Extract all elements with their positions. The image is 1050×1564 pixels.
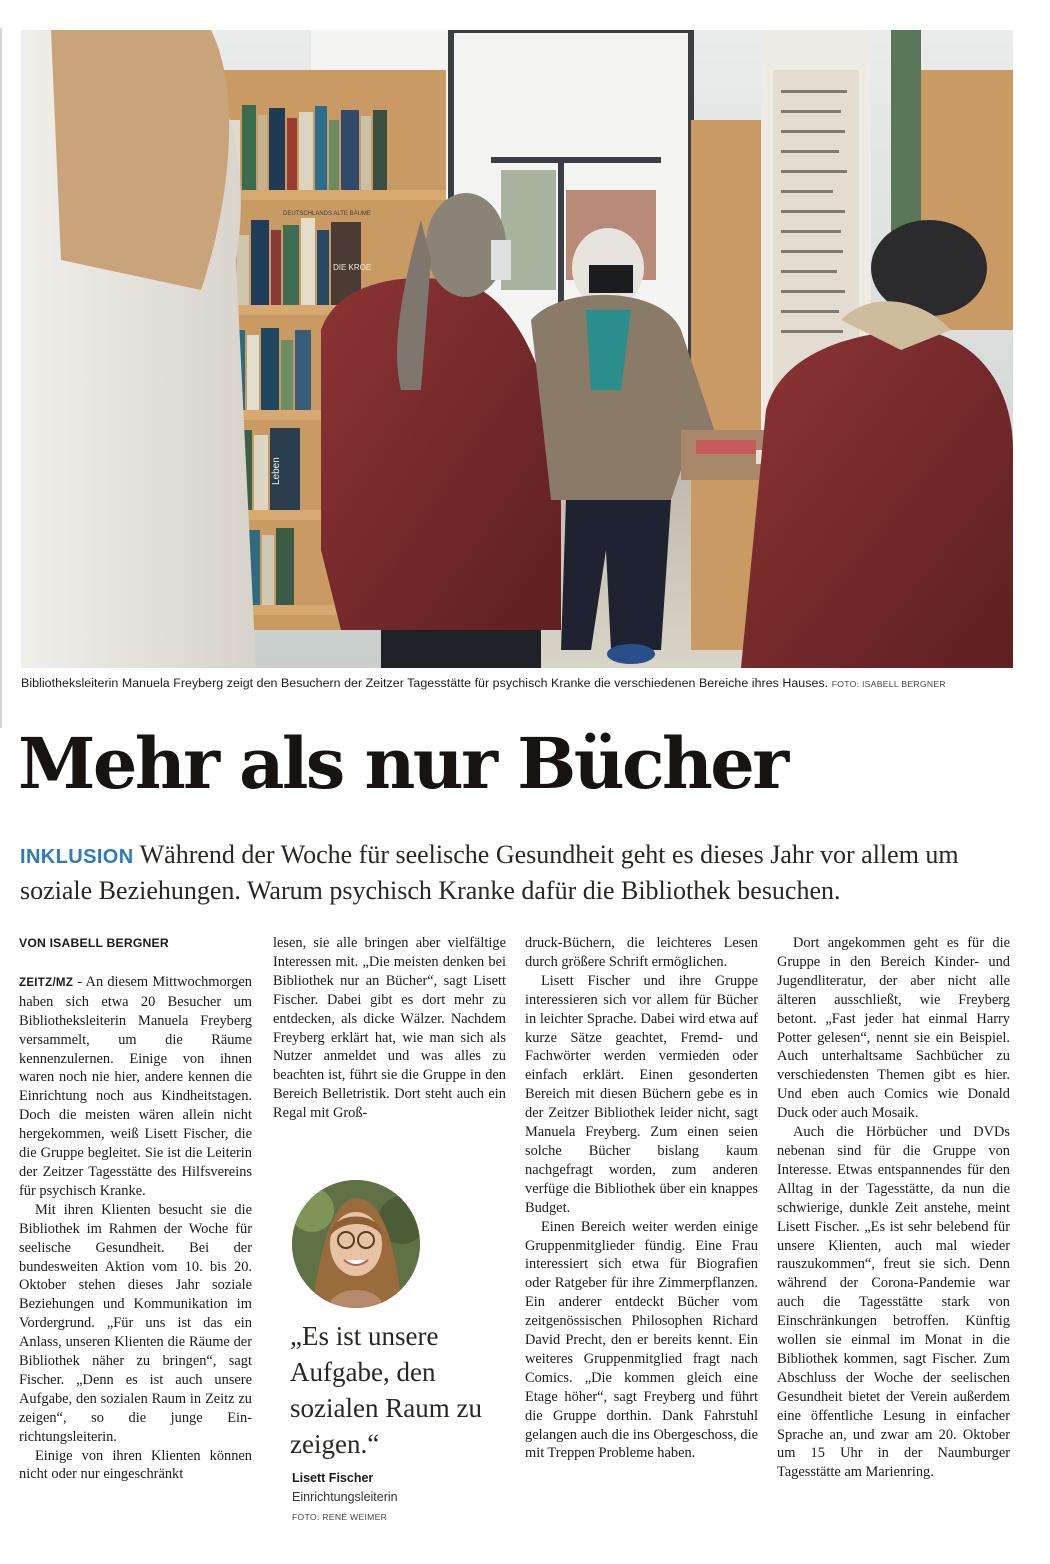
dateline: ZEITZ/MZ (19, 976, 74, 989)
article-photo (21, 30, 1013, 668)
photo-credit: FOTO: ISABELL BERGNER (831, 679, 946, 689)
paragraph: Lisett Fischer und ihre Gruppe interessieren sich vor allem für Bücher in leichter Sprache. Dabei wird etwa auf kurze Sätze geachtet, Fremd- und Fachwörter werden vermieden oder einfach erklärt. Einen gesonderten Bereich mit diesen Büchern gebe es in der Zeitzer Bibliothek leider nicht, sagt Manuela Freyberg. Zum einen seien solche Bücher bislang kaum nachgefragt worden, zum anderen verfüge die Bibliothek über ein knappes Budget. (525, 972, 758, 1216)
pull-quote: „Es ist unsere Aufgabe, den sozialen Raum zu zeigen.“ (290, 1321, 482, 1459)
paragraph: druck-Büchern, die leichteres Lesen durch größere Schrift ermöglichen. (525, 935, 758, 970)
paragraph: Mit ihren Klienten besucht sie die Bibliothek im Rahmen der Woche für seelische Gesundheit. Bei der bundesweiten Aktion vom 10. bis 20. Oktober stehen dieses Jahr soziale Beziehungen und Kommunikation im Vordergrund. „Für uns ist das ein Anlass, unseren Klienten die Räume der Bibliothek näher zu bringen“, sagt Fischer. „Denn es ist auch unsere Aufgabe, den sozialen Raum in Zeitz zu zeigen“, so die junge Einrichtungsleiterin. (19, 1201, 252, 1445)
spine-text-kroe: DIE KROE (333, 263, 372, 272)
portrait-photo (292, 1180, 420, 1308)
teaser-text: Während der Woche für seelische Gesundheit geht es dieses Jahr vor allem um soziale Beziehungen. Warum psychisch Kranke dafür die Bibliothek besuchen. (20, 840, 959, 905)
photo-caption (21, 676, 1013, 690)
headline: Mehr als nur Bücher (18, 722, 787, 805)
byline: VON ISABELL BERGNER (19, 936, 169, 950)
paragraph-text: - An diesem Mittwochmorgen haben sich etwa 20 Besucher um Bibliotheksleiterin Manuela Freyberg versammelt, um die Räume kennenzulernen. Einige von ihnen waren noch nie hier, andere kennen die Einrichtung noch aus Kindheitstagen. Doch die meisten wären allein nicht hergekommen, weiß Lisett Fischer, die die Gruppe begleitet. Sie ist die Leiterin der Zeitzer Tagesstätte des Hilfsvereins für psychisch Kranke. (19, 973, 252, 1199)
left-page-rule (0, 28, 2, 728)
paragraph (19, 973, 252, 1201)
paragraph: lesen, sie alle bringen aber vielfältige Interessen mit. „Die meisten denken bei Bibliothek nur an Bücher“, sagt Lisett Fischer. Dabei gibt es dort mehr zu entdecken, als dicke Wälzer. Nachdem Freyberg erklärt hat, wie man sich als Nutzer anmeldet und was alles zu beachten ist, führt sie die Gruppe in den Bereich Belletristik. Dort steht auch ein Regal mit Groß- (273, 935, 506, 1122)
article-column-4 (777, 934, 1010, 1482)
quote-author-role: Einrichtungsleiterin (292, 1490, 398, 1504)
article-column-1 (19, 934, 252, 1484)
paragraph: Auch die Hörbücher und DVDs nebenan sind für die Gruppe von Interesse. Etwas entspannendes für den Alltag in der Tagesstätte, da nun die schwierige, dunkle Zeit anstehe, meint Lisett Fischer. „Es ist sehr belebend für unsere Klienten, auch mal wieder rauszukommen“, freut sie sich. Denn während der Corona-Pandemie war auch die Tagesstätte stark von Einschränkungen betroffen. Künftig wollen sie einmal im Monat in die Bibliothek kommen, sagt Fischer. Zum Abschluss der Woche der seelischen Gesundheit bietet der Verein außerdem eine öffentliche Lesung in einfacher Sprache an, und zwar am 20. Oktober um 15 Uhr in der Naumburger Tagesstätte am Marienring. (777, 1124, 1010, 1481)
paragraph: Dort angekommen geht es für die Gruppe in den Bereich Kinder- und Jugendliteratur, der aber nicht alle älteren ausschließt, wie Freyberg betont. „Fast jeder hat einmal Harry Potter gelesen“, nennt sie ein Beispiel. Auch unterhaltsame Sachbücher zu verschiedensten Themen gibt es hier. Und eben auch Comics wie Donald Duck oder auch Mosaik. (777, 935, 1010, 1122)
quote-author: Lisett Fischer (292, 1471, 374, 1485)
teaser-kicker: INKLUSION (20, 846, 134, 868)
article-column-2 (273, 934, 506, 1123)
teaser (20, 838, 1020, 907)
article-column-3 (525, 934, 758, 1463)
caption-text: Bibliotheksleiterin Manuela Freyberg zeigt den Besuchern der Zeitzer Tagesstätte für psychisch Kranke die verschiedenen Bereiche ihres Hauses. (21, 676, 829, 690)
portrait-credit: FOTO: RENÉ WEIMER (292, 1512, 388, 1522)
spine-text-baeume: DEUTSCHLANDS ALTE BÄUME (283, 211, 371, 217)
paragraph: Einen Bereich weiter werden einige Gruppenmitglieder fündig. Eine Frau interessiert sich etwa für Biografien oder Ratgeber für ihre Zimmerpflanzen. Ein anderer entdeckt Bücher vom zeitgenössischen Philosophen Richard David Precht, den er bereits kennt. Ein weiteres Gruppenmitglied fragt nach Comics. „Die kommen gleich eine Etage höher“, sagt Freyberg und führt die Gruppe dorthin. Dank Fahrstuhl gelangen auch die ins Obergeschoss, die mit Treppen Probleme haben. (525, 1218, 758, 1462)
paragraph: Einige von ihren Klienten können nicht oder nur eingeschränkt (19, 1447, 252, 1483)
spine-text-leben: Leben (271, 457, 282, 485)
